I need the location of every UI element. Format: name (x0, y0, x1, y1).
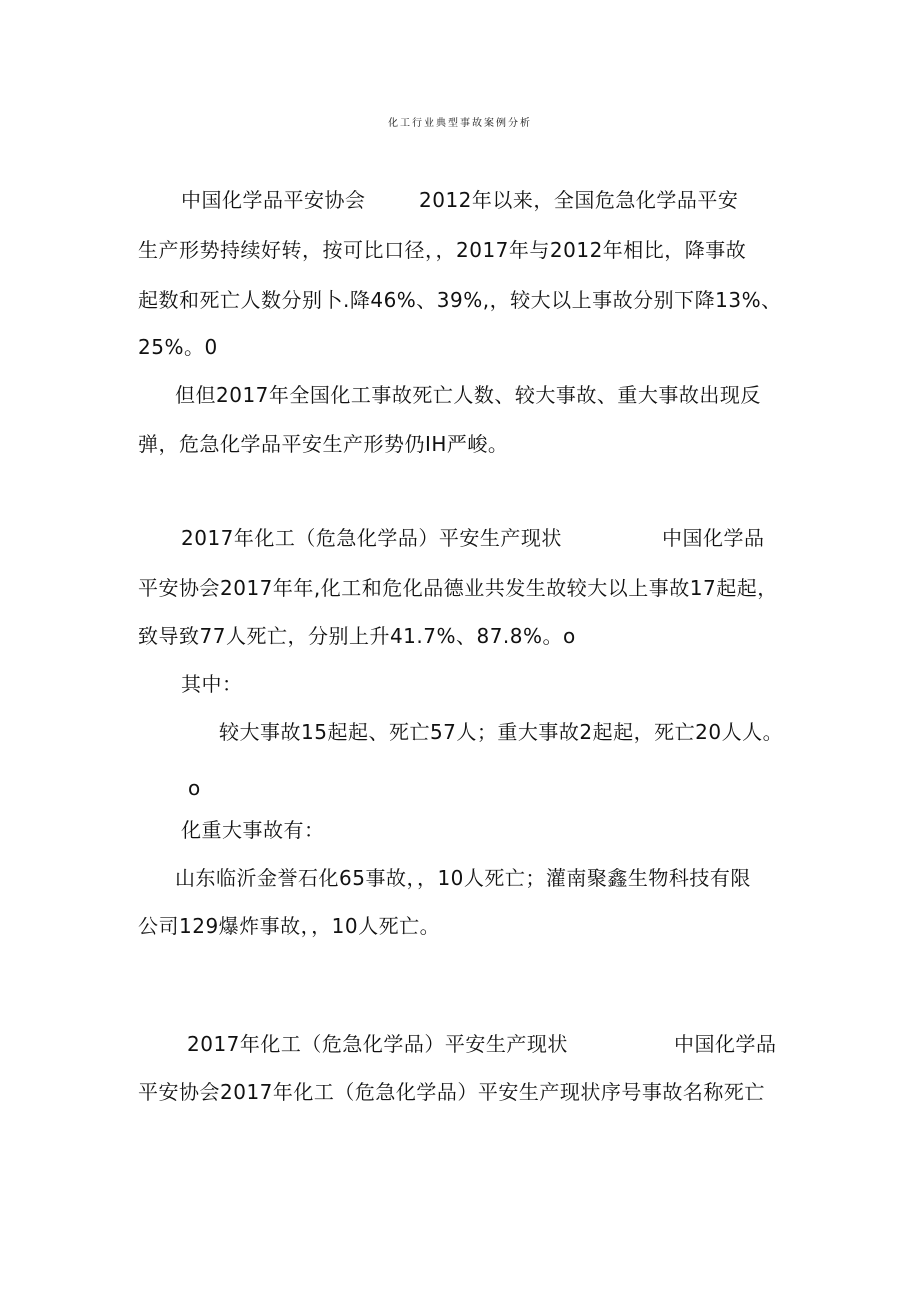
paragraph-line: 平安协会2017年年,化工和危化品德业共发生故较大以上事故17起起， (138, 576, 778, 600)
section-heading: 2017年化工（危急化学品）平安生产现状 (187, 1032, 568, 1056)
paragraph-line: 起数和死亡人数分别卜.降46%、39%,，较大以上事故分别下降13%、 (138, 288, 782, 312)
paragraph-line: 化重大事故有： (181, 818, 325, 842)
source-label: 中国化学品 (674, 1032, 777, 1056)
paragraph-line: 弹，危急化学品平安生产形势仍IH严峻。 (138, 432, 509, 456)
paragraph-line: 生产形势持续好转，按可比口径，，2017年与2012年相比，降事故 (138, 238, 747, 262)
paragraph-line: 其中： (181, 672, 243, 696)
source-label: 中国化学品 (662, 526, 765, 550)
paragraph-line: o (188, 776, 201, 800)
paragraph-line: 致导致77人死亡，分别上升41.7%、87.8%。o (138, 624, 576, 648)
section-heading: 2017年化工（危急化学品）平安生产现状 (181, 526, 562, 550)
paragraph-line: 2012年以来，全国危急化学品平安 (419, 188, 739, 212)
paragraph-line: 但但2017年全国化工事故死亡人数、较大事故、重大事故出现反 (175, 383, 761, 407)
paragraph-line: 25%。0 (138, 335, 218, 359)
paragraph-line: 较大事故15起起、死亡57人；重大事故2起起，死亡20人人。 (219, 720, 784, 744)
source-label: 中国化学品平安协会 (181, 188, 366, 212)
document-title: 化工行业典型事故案例分析 (388, 118, 532, 129)
paragraph-line: 平安协会2017年化工（危急化学品）平安生产现状序号事故名称死亡 (138, 1080, 765, 1104)
paragraph-line: 公司129爆炸事故，，10人死亡。 (138, 914, 441, 938)
paragraph-line: 山东临沂金誉石化65事故，，10人死亡；灌南聚鑫生物科技有限 (175, 866, 751, 890)
